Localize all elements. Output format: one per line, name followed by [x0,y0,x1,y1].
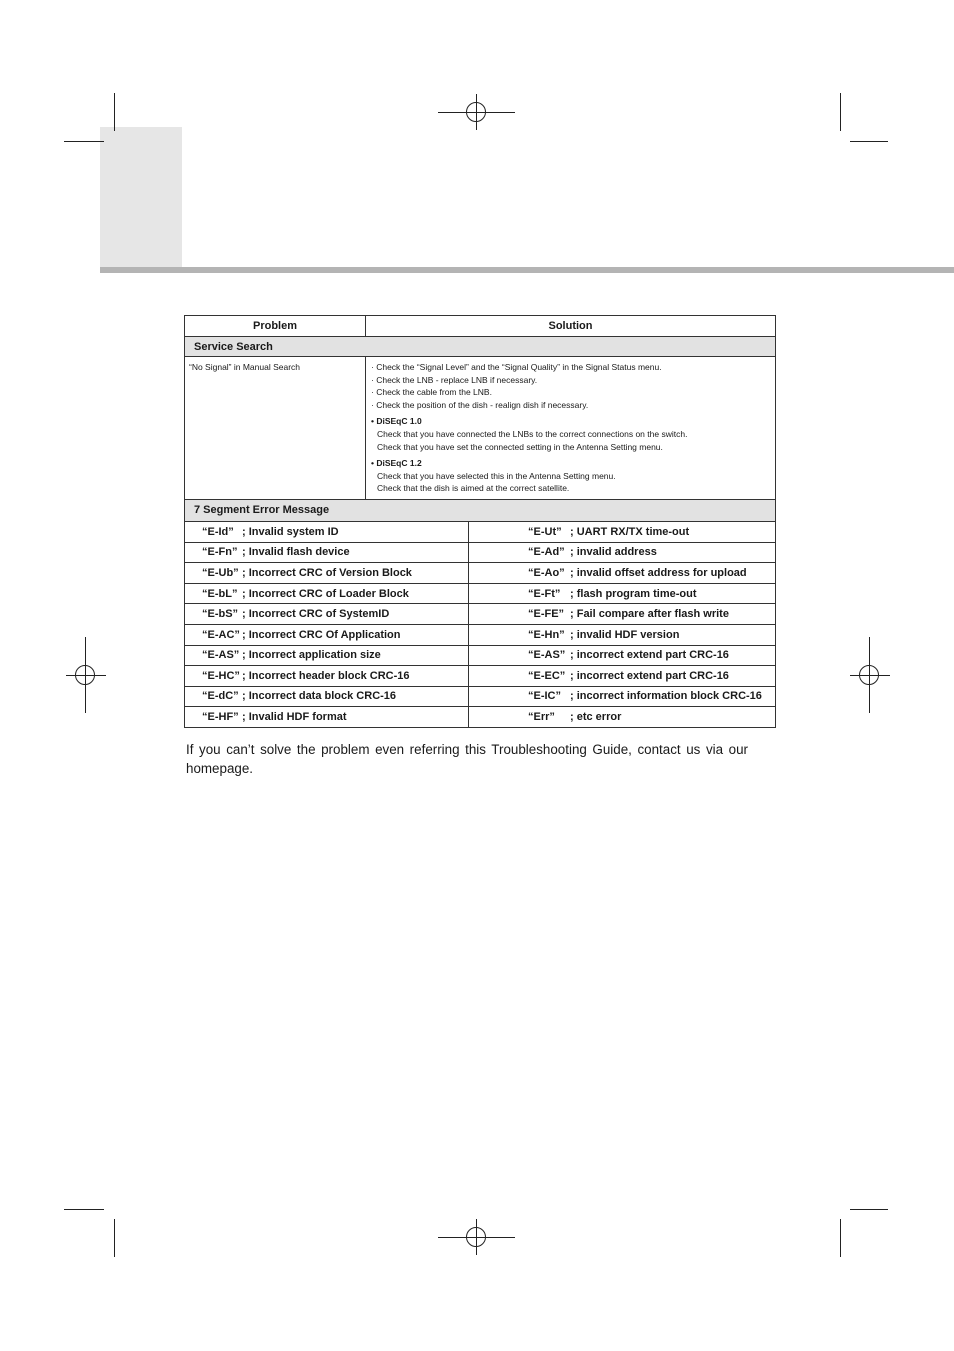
error-right-cell [469,563,776,584]
service-search-section-row [185,337,776,357]
error-description: ; UART RX/TX time-out [570,525,690,538]
error-description: ; Incorrect CRC of Loader Block [242,587,409,600]
crop-mark [64,1209,104,1210]
error-code: “E-Fn” [202,546,238,559]
diseqc12-group [371,457,771,495]
error-row [185,583,776,604]
error-code: “E-Ub” [202,566,239,579]
error-description: ; Incorrect application size [242,649,381,662]
error-code: “E-Id” [202,525,234,538]
error-code: “E-bL” [202,587,238,600]
error-description: ; Incorrect CRC Of Application [242,628,401,641]
error-left-cell [185,624,469,645]
footer-note: If you can’t solve the problem even referring this Troubleshooting Guide, contact us via our homepage. [186,742,748,776]
error-left-cell [185,542,469,563]
error-description: ; Invalid HDF format [242,711,347,724]
error-code: “E-dC” [202,690,239,703]
error-left-cell [185,666,469,687]
error-right-cell [469,645,776,666]
error-code: “E-IC” [528,690,561,703]
error-row [185,624,776,645]
service-search-row [185,357,776,500]
error-code: “E-AS” [528,649,566,662]
crop-mark [114,1219,115,1257]
error-row [185,666,776,687]
error-right-cell [469,707,776,728]
crop-mark [840,93,841,131]
error-right-cell [469,624,776,645]
error-right-cell [469,666,776,687]
error-code: “E-Ad” [528,546,565,559]
error-right-cell [469,686,776,707]
error-description: ; etc error [570,711,622,724]
error-row [185,686,776,707]
problem-no-signal: “No Signal” in Manual Search [185,357,366,500]
error-section-title: 7 Segment Error Message [185,499,776,521]
error-left-cell [185,645,469,666]
diseqc10-title: • DiSEqC 1.0 [371,416,422,427]
crop-mark [850,141,888,142]
registration-mark [75,665,95,685]
diseqc12-line: Check that you have selected this in the Antenna Setting menu. [377,470,616,481]
crop-mark [840,1219,841,1257]
error-code: “E-Hn” [528,628,565,641]
error-right-cell [469,583,776,604]
error-left-cell [185,563,469,584]
error-description: ; invalid HDF version [570,628,680,641]
service-search-title: Service Search [185,337,776,357]
error-left-cell [185,604,469,625]
registration-mark [466,1227,486,1247]
error-description: ; Incorrect header block CRC-16 [242,669,410,682]
error-description: ; Fail compare after flash write [570,608,729,621]
section-tab [100,127,182,267]
crop-mark [114,93,115,131]
error-left-cell [185,707,469,728]
error-description: ; invalid offset address for upload [570,566,747,579]
error-description: ; incorrect extend part CRC-16 [570,669,729,682]
error-row [185,542,776,563]
error-description: ; Incorrect CRC of SystemID [242,608,390,621]
error-code: “E-HC” [202,669,240,682]
solution-bullet: · Check the cable from the LNB. [371,387,492,398]
solution-bullet: · Check the position of the dish - realign dish if necessary. [371,399,589,410]
crop-mark [850,1209,888,1210]
error-code: “E-bS” [202,608,239,621]
diseqc12-title: • DiSEqC 1.2 [371,458,422,469]
solution-bullet: · Check the LNB - replace LNB if necessary. [371,374,538,385]
error-right-cell [469,521,776,542]
problem-column-header: Problem [185,316,366,337]
header-rule [100,267,954,273]
table-header-row [185,316,776,337]
error-description: ; Invalid flash device [242,546,350,559]
error-code: “E-Ut” [528,525,562,538]
error-code: “Err” [528,711,555,724]
error-description: ; flash program time-out [570,587,697,600]
troubleshooting-table [184,315,776,728]
error-description: ; incorrect extend part CRC-16 [570,649,729,662]
diseqc10-group [371,415,771,453]
error-row [185,604,776,625]
error-code: “E-HF” [202,711,239,724]
error-section-row [185,499,776,521]
error-left-cell [185,686,469,707]
error-code: “E-Ft” [528,587,561,600]
error-description: ; Incorrect CRC of Version Block [242,566,412,579]
crop-mark [64,141,104,142]
error-row [185,521,776,542]
error-code: “E-EC” [528,669,566,682]
error-row [185,707,776,728]
error-code: “E-FE” [528,608,565,621]
error-left-cell [185,583,469,604]
error-row [185,563,776,584]
diseqc12-line: Check that the dish is aimed at the correct satellite. [377,483,570,494]
error-code: “E-AS” [202,649,240,662]
error-code: “E-AC” [202,628,240,641]
error-right-cell [469,604,776,625]
solution-bullet: · Check the “Signal Level” and the “Signal Quality” in the Signal Status menu. [371,362,662,372]
error-code: “E-Ao” [528,566,565,579]
error-left-cell [185,521,469,542]
diseqc10-line: Check that you have set the connected setting in the Antenna Setting menu. [377,441,663,452]
registration-mark [859,665,879,685]
solution-no-signal [366,357,776,500]
error-description: ; Invalid system ID [242,525,339,538]
error-row [185,645,776,666]
registration-mark [466,102,486,122]
error-description: ; incorrect information block CRC-16 [570,690,762,703]
error-description: ; Incorrect data block CRC-16 [242,690,397,703]
error-right-cell [469,542,776,563]
error-description: ; invalid address [570,546,657,559]
diseqc10-line: Check that you have connected the LNBs to the correct connections on the switch. [377,428,688,439]
solution-column-header: Solution [366,316,776,337]
